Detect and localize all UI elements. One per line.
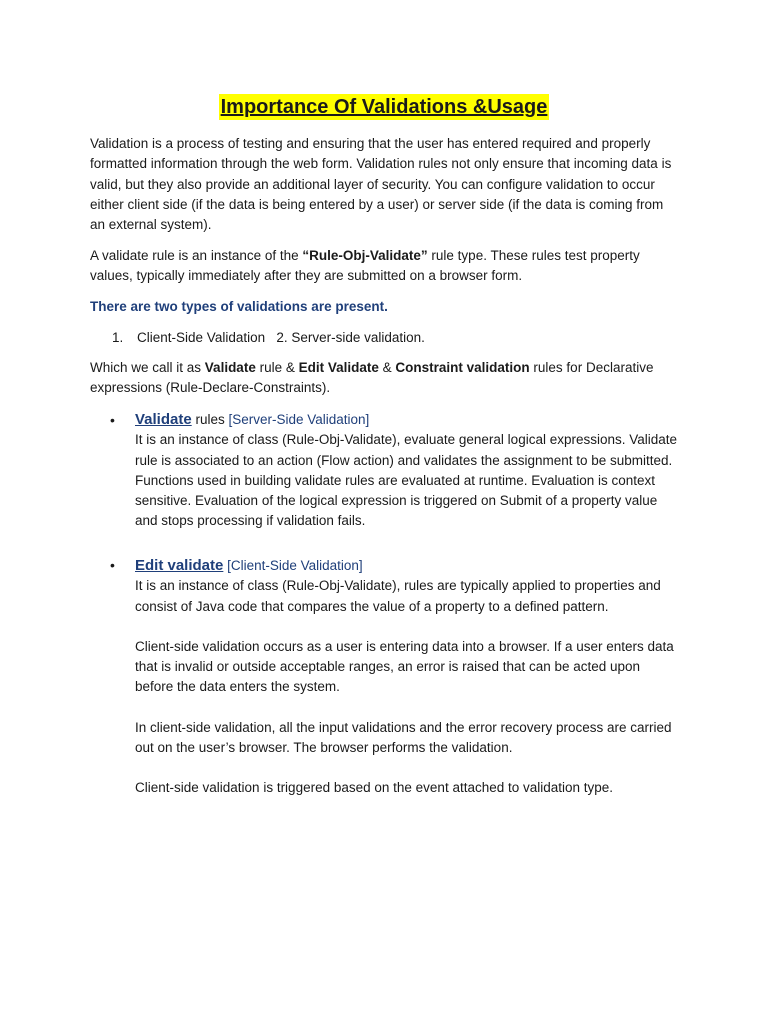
validate-item-mid: rules [191, 412, 229, 427]
rule-type-name: “Rule-Obj-Validate” [302, 248, 428, 263]
edit-validate-paragraph-4: Client-side validation is triggered based on the event attached to validation type. [135, 780, 614, 796]
intro-paragraph: Validation is a process of testing and ensuring that the user has entered required and properly formatted information through the web form. Validation rules not only ensure that incoming data is valid, but they also provide an additional layer of security. You can configure validation to occur either client side (if the data is being entered by a user) or server side (if the data is coming from an external system). [90, 136, 672, 233]
validate-item-title: Validate [135, 411, 192, 428]
which-text-4: rules for Declarative expressions (Rule-Declare-Constraints). [90, 360, 654, 396]
rule-paragraph-after: rule type. These rules test property values, typically immediately after they are submitted on a browser form. [90, 248, 640, 284]
which-paragraph [90, 358, 682, 399]
edit-validate-bullet: • [110, 557, 115, 573]
edit-validate-paragraph-1: It is an instance of class (Rule-Obj-Validate), rules are typically applied to properties and consist of Java code that compares the value of a property to a defined pattern. [135, 578, 661, 614]
list-item-text: Client-Side Validation 2. Server-side validation. [137, 330, 425, 345]
validate-item-bracket: [Server-Side Validation] [228, 412, 370, 427]
numbered-list-item [112, 328, 682, 348]
title-container [0, 94, 768, 120]
edit-validate-item-title: Edit validate [135, 557, 224, 574]
page-title: Importance Of Validations &Usage [220, 96, 548, 118]
validate-bullet: • [110, 412, 115, 428]
which-text-1: Which we call it as [90, 360, 205, 375]
edit-validate-paragraph-2: Client-side validation occurs as a user is entering data into a browser. If a user enters data that is invalid or outside acceptable ranges, an error is raised that can be acted upon before the data enters the system. [135, 638, 674, 695]
rule-paragraph [90, 246, 682, 287]
validate-item [135, 410, 680, 532]
edit-validate-item-header [135, 556, 680, 576]
edit-validate-paragraph-3: In client-side validation, all the input validations and the error recovery process are carried out on the user’s browser. The browser performs the validation. [135, 719, 672, 756]
edit-validate-item [135, 556, 680, 799]
validate-item-body: It is an instance of class (Rule-Obj-Validate), evaluate general logical expressions. Validate rule is associated to an action (Flow action) and validates the assignment to be submitted. Functions used in building validate rules are evaluated at runtime. Evaluation is context sensitive. Evaluation of the logical expression is triggered on Submit of a property value and stops processing if validation fails. [135, 432, 678, 529]
validation-types-heading: There are two types of validations are present. [90, 299, 388, 314]
edit-validate-item-bracket: [Client-Side Validation] [223, 558, 363, 573]
which-bold-validate: Validate [204, 360, 256, 375]
list-number: 1. [112, 330, 124, 345]
which-text-2: rule & [255, 360, 299, 375]
rule-paragraph-before: A validate rule is an instance of the [90, 248, 303, 263]
validate-item-header [135, 410, 680, 430]
which-text-3: & [378, 360, 396, 375]
which-bold-constraint: Constraint validation [395, 360, 530, 375]
which-bold-edit-validate: Edit Validate [298, 360, 379, 375]
